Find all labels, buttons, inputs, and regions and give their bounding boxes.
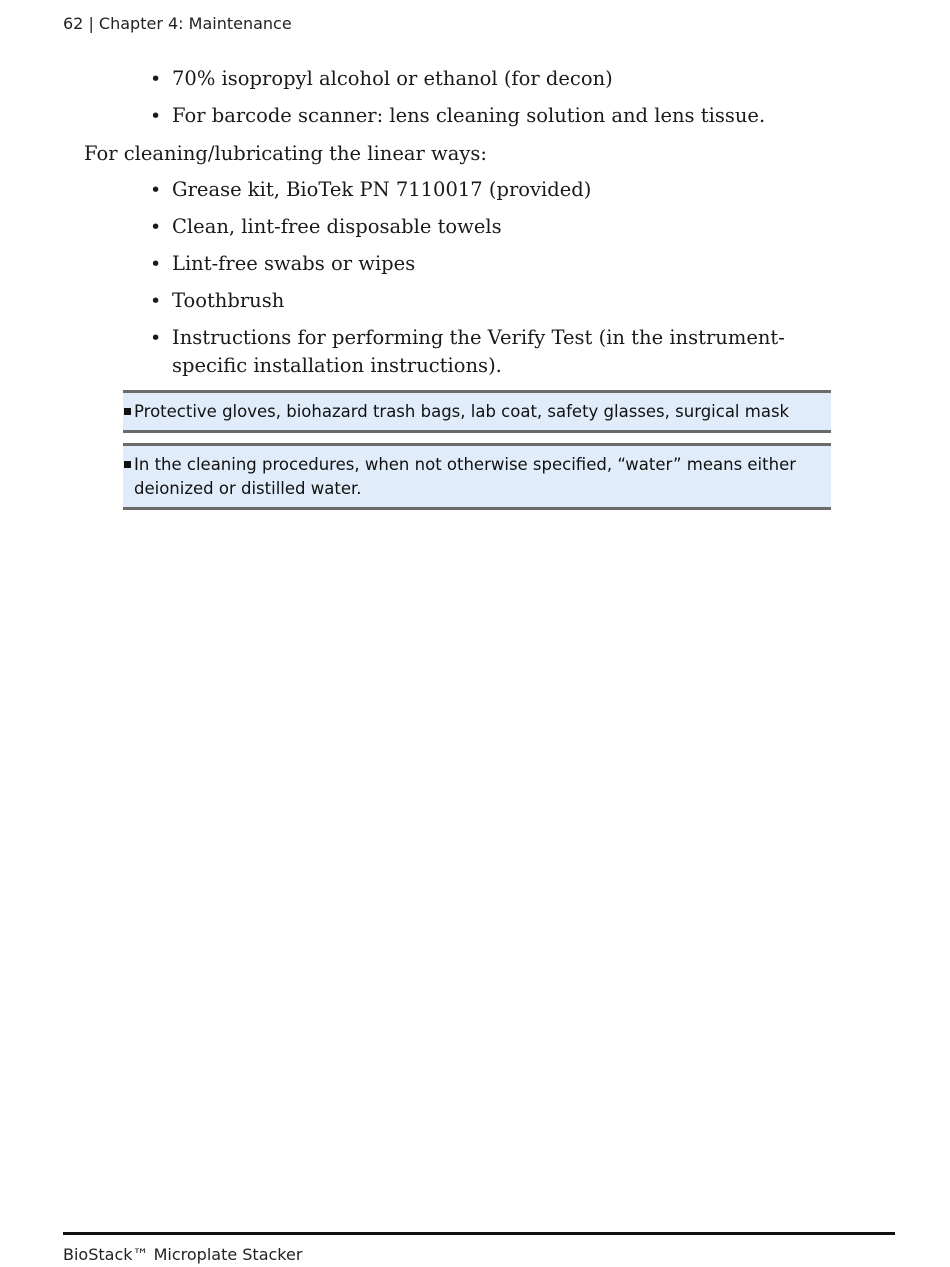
list-item: • For barcode scanner: lens cleaning solution and lens tissue. bbox=[150, 102, 840, 130]
bullet-icon: • bbox=[150, 105, 162, 127]
safety-gear-notice bbox=[123, 390, 831, 433]
bullet-icon: • bbox=[150, 179, 162, 201]
decon-supplies-list bbox=[150, 65, 840, 139]
list-item: • Lint-free swabs or wipes bbox=[150, 250, 840, 278]
running-footer: BioStack™ Microplate Stacker bbox=[63, 1245, 303, 1264]
list-item: • Instructions for performing the Verify Test (in the instrument-specific installation instructions). bbox=[150, 326, 785, 377]
bullet-icon: • bbox=[150, 290, 162, 312]
bullet-icon: • bbox=[150, 68, 162, 90]
square-bullet-icon bbox=[124, 408, 131, 415]
footer-divider bbox=[63, 1232, 895, 1235]
list-item: • Grease kit, BioTek PN 7110017 (provided) bbox=[150, 176, 840, 204]
bullet-icon: • bbox=[150, 327, 162, 349]
list-item: • Toothbrush bbox=[150, 287, 840, 315]
water-definition-notice bbox=[123, 443, 831, 510]
list-item: • 70% isopropyl alcohol or ethanol (for decon) bbox=[150, 65, 840, 93]
list-item: • Clean, lint-free disposable towels bbox=[150, 213, 840, 241]
linear-ways-supplies-list bbox=[150, 176, 840, 389]
notice-text: Protective gloves, biohazard trash bags, lab coat, safety glasses, surgical mask bbox=[134, 402, 790, 421]
linear-ways-intro: For cleaning/lubricating the linear ways: bbox=[84, 142, 487, 165]
notice-text: In the cleaning procedures, when not otherwise specified, “water” means either deionized or distilled water. bbox=[134, 455, 797, 498]
square-bullet-icon bbox=[124, 461, 131, 468]
bullet-icon: • bbox=[150, 216, 162, 238]
running-header: 62 | Chapter 4: Maintenance bbox=[63, 14, 292, 33]
bullet-icon: • bbox=[150, 253, 162, 275]
